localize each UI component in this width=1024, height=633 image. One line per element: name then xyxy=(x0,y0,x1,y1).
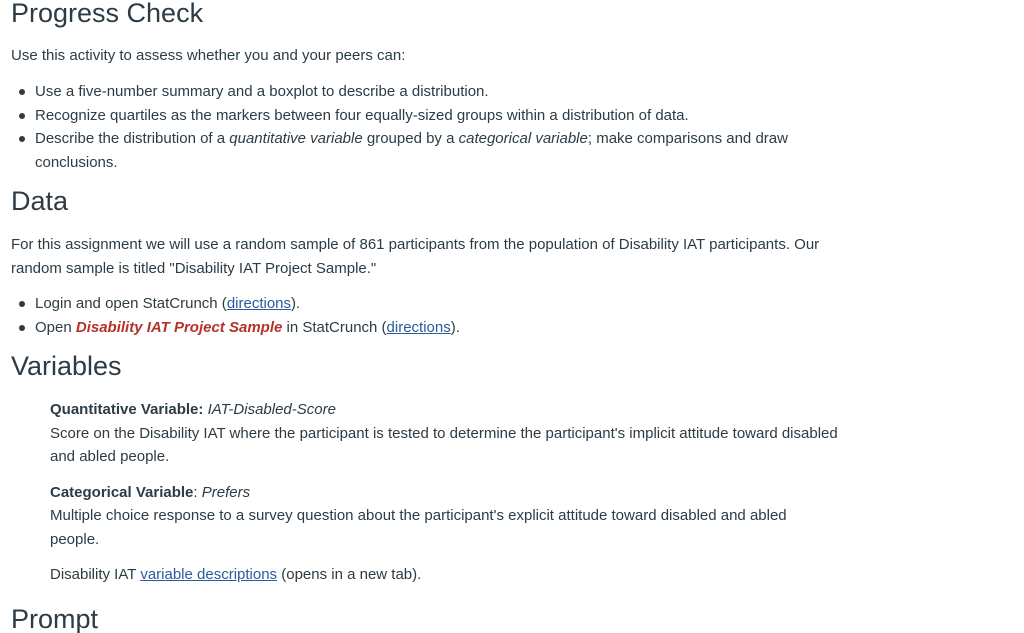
sample-name: Disability IAT Project Sample xyxy=(75,318,283,336)
variable-description: Score on the Disability IAT where the participant is tested to determine the participant's implicit attitude toward disabled and abled people. xyxy=(50,424,838,465)
step-text: ). xyxy=(450,318,460,336)
heading-prompt: Prompt xyxy=(11,604,99,633)
goal-emphasis: quantitative variable xyxy=(229,130,363,147)
quantitative-variable xyxy=(50,398,840,469)
variable-label: Categorical Variable xyxy=(50,483,194,501)
variable-separator: : xyxy=(193,483,198,501)
step-text: ). xyxy=(291,295,301,312)
bullet-icon xyxy=(19,113,25,119)
list-item xyxy=(11,104,811,128)
bullet-icon xyxy=(19,136,25,142)
variable-descriptions-link[interactable]: variable descriptions xyxy=(140,566,278,583)
goal-text: Recognize quartiles as the markers between four equally-sized groups within a distribution of data. xyxy=(35,106,689,124)
list-item xyxy=(11,127,811,174)
list-item xyxy=(11,316,811,340)
bullet-icon xyxy=(19,89,25,95)
goal-text: Describe the distribution of a xyxy=(35,130,230,147)
goal-text: ; make comparisons and draw conclusions. xyxy=(35,130,788,171)
bullet-icon xyxy=(19,325,25,331)
categorical-variable xyxy=(50,481,840,552)
bullet-icon xyxy=(19,301,25,307)
descriptions-text: (opens in a new tab). xyxy=(277,566,422,583)
variable-name: IAT-Disabled-Score xyxy=(207,401,336,418)
directions-link-login[interactable]: directions xyxy=(226,295,292,312)
directions-link-open-sample[interactable]: directions xyxy=(386,318,451,336)
variable-name: Prefers xyxy=(201,483,251,501)
heading-data: Data xyxy=(11,186,69,216)
heading-variables: Variables xyxy=(11,351,122,381)
variable-label: Quantitative Variable: xyxy=(50,401,204,418)
quantitative-variable-title xyxy=(50,398,840,422)
step-text: Open xyxy=(35,318,76,336)
list-item xyxy=(11,80,811,104)
descriptions-text: Disability IAT xyxy=(50,566,141,583)
data-description-text: For this assignment we will use a random sample of 861 participants from the population of Disability IAT participants. Our random sample is titled "Disability IAT Project Sample." xyxy=(11,236,820,277)
learning-goals-list xyxy=(11,80,811,174)
heading-progress-check: Progress Check xyxy=(11,0,204,28)
variable-descriptions-line xyxy=(50,563,840,587)
progress-intro-text: Use this activity to assess whether you and your peers can: xyxy=(11,47,406,64)
goal-emphasis: categorical variable xyxy=(458,130,588,147)
step-text: Login and open StatCrunch ( xyxy=(35,295,227,312)
step-text: in StatCrunch ( xyxy=(282,318,387,336)
goal-text: grouped by a xyxy=(362,130,459,147)
data-steps-list xyxy=(11,292,811,339)
variable-description: Multiple choice response to a survey question about the participant's explicit attitude toward disabled and abled people. xyxy=(50,507,787,548)
list-item xyxy=(11,292,811,316)
variables-block xyxy=(50,398,840,587)
goal-text: Use a five-number summary and a boxplot to describe a distribution. xyxy=(35,83,489,100)
categorical-variable-title xyxy=(50,481,840,505)
